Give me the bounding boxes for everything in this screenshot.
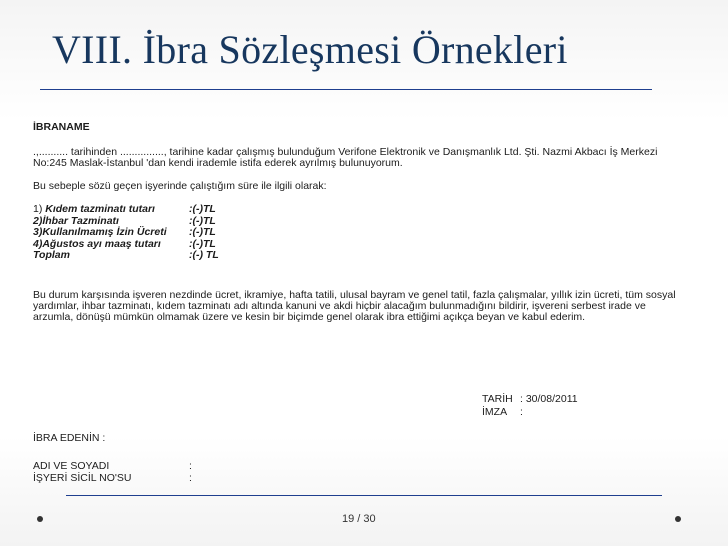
left-bullet-icon xyxy=(37,516,43,522)
name-value: : xyxy=(189,459,192,472)
list-item xyxy=(33,204,688,216)
payment-items-list xyxy=(33,204,688,262)
title-divider xyxy=(40,89,652,90)
release-statement: Bu durum karşısında işveren nezdinde ücret, ikramiye, hafta tatili, ulusal bayram ve genel tatil, fazla çalışmalar, yıllık izin ücreti, tüm sosyal yardımlar, ihbar tazminatı, kıdem tazminatı adı altında kanuni ve akdi hiçbir alacağım bulunmadığını bildirir, işvereni serbest irade ve arzumla, dönüşü mümkün olmamak üzere ve kesin bir biçimde genel olarak ibra ettiğimi açıkça beyan ve kabul ederim. xyxy=(33,288,676,323)
item-label: 4)Ağustos ayı maaş tutarı xyxy=(33,237,161,250)
date-label: TARİH xyxy=(482,393,513,405)
right-bullet-icon xyxy=(675,516,681,522)
document-body xyxy=(33,122,688,323)
item-value: :(-)TL xyxy=(189,214,216,227)
signature-label: İMZA xyxy=(482,405,508,418)
document-heading: İBRANAME xyxy=(33,121,90,133)
registry-value: : xyxy=(189,472,192,484)
registry-label: İŞYERİ SİCİL NO'SU xyxy=(33,472,132,484)
item-label: Kıdem tazminatı tutarı xyxy=(45,203,155,215)
releaser-block xyxy=(33,432,192,485)
list-item xyxy=(33,250,688,262)
footer-divider xyxy=(66,495,662,496)
item-prefix: 1) xyxy=(33,203,46,215)
item-value: :(-) TL xyxy=(189,249,219,261)
date-signature-block xyxy=(482,393,578,418)
page-number: 19 / 30 xyxy=(342,513,376,525)
intro-paragraph: .,.......... tarihinden ..............., tarihine kadar çalışmış bulunduğum Verifone Elektronik ve Danışmanlık Ltd. Şti. Nazmi Akbacı İş Merkezi No:245 Maslak-İstanbul 'dan kendi irademle istifa ederek ayrılmış bulunuyorum. xyxy=(33,146,658,169)
slide-title: VIII. İbra Sözleşmesi Örnekleri xyxy=(52,27,568,72)
date-value: : 30/08/2011 xyxy=(520,393,578,405)
releaser-heading: İBRA EDENİN : xyxy=(33,432,106,444)
item-label: Toplam xyxy=(33,249,70,261)
list-item xyxy=(33,227,688,239)
list-item xyxy=(33,239,688,251)
name-label: ADI VE SOYADI xyxy=(33,459,110,472)
item-label: 2)İhbar Tazminatı xyxy=(33,214,119,227)
subject-line: Bu sebeple sözü geçen işyerinde çalıştığım süre ile ilgili olarak: xyxy=(33,180,327,192)
item-value: :(-)TL xyxy=(189,226,216,238)
item-value: :(-)TL xyxy=(189,203,216,215)
item-label: 3)Kullanılmamış İzin Ücreti xyxy=(33,226,167,238)
item-value: :(-)TL xyxy=(189,237,216,250)
signature-value: : xyxy=(520,405,523,418)
